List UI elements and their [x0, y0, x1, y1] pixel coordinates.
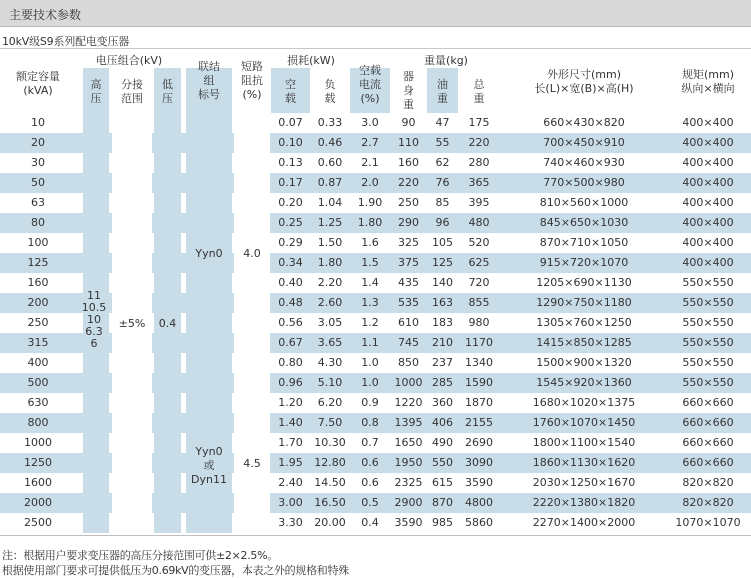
cell-dim: 845×650×1030: [539, 216, 629, 229]
hv-value: 11: [87, 289, 101, 302]
cell-cap: 100: [27, 236, 49, 249]
cell-i0: 1.90: [357, 196, 383, 209]
cell-pk: 1.80: [317, 256, 343, 269]
header-line: 标号: [198, 88, 220, 101]
cell-p0: 3.30: [278, 516, 303, 529]
cell-pk: 0.46: [317, 136, 343, 149]
cell-wt: 1590: [465, 376, 493, 389]
cell-cap: 63: [31, 196, 45, 209]
cell-wb: 535: [398, 296, 419, 309]
cell-wo: 163: [432, 296, 453, 309]
header-loss-group: 损耗(kW): [287, 54, 335, 67]
cell-dim: 810×560×1000: [539, 196, 629, 209]
cell-wb: 3590: [394, 516, 423, 529]
cell-cap: 10: [31, 116, 45, 129]
cell-p0: 1.40: [278, 416, 303, 429]
cell-wb: 1650: [394, 436, 423, 449]
cell-wt: 365: [468, 176, 490, 189]
header-line: 载: [324, 92, 336, 105]
header-line: 压: [162, 92, 173, 105]
cell-wt: 2155: [465, 416, 493, 429]
cell-wt: 855: [468, 296, 490, 309]
header-line: 电流: [359, 78, 381, 91]
cell-i0: 2.0: [361, 176, 379, 189]
cell-gauge: 400×400: [682, 116, 734, 129]
cell-gauge: 820×820: [682, 476, 734, 489]
cell-pk: 7.50: [317, 416, 343, 429]
cell-wb: 610: [398, 316, 419, 329]
hv-value: 6.3: [85, 325, 103, 338]
connection-line: Dyn11: [191, 473, 227, 486]
cell-p0: 0.40: [278, 276, 303, 289]
cell-p0: 0.10: [278, 136, 303, 149]
cell-i0: 2.7: [361, 136, 379, 149]
cell-pk: 1.50: [317, 236, 343, 249]
header-line: 空载: [359, 64, 381, 77]
cell-p0: 0.13: [278, 156, 303, 169]
cell-p0: 1.20: [278, 396, 303, 409]
header-line: 身: [403, 84, 414, 97]
cell-i0: 0.7: [361, 436, 379, 449]
cell-cap: 1250: [24, 456, 52, 469]
impedance-1: 4.0: [243, 247, 261, 260]
cell-wt: 175: [468, 116, 490, 129]
cell-p0: 1.70: [278, 436, 303, 449]
cell-wo: 210: [432, 336, 453, 349]
impedance-2: 4.5: [243, 457, 261, 470]
cell-wt: 3090: [465, 456, 493, 469]
cell-wt: 5860: [465, 516, 493, 529]
connection-group-1: Yyn0: [195, 247, 223, 260]
cell-wt: 395: [468, 196, 490, 209]
cell-wo: 55: [435, 136, 450, 149]
header-line: 负: [324, 78, 336, 91]
cell-pk: 0.33: [317, 116, 343, 129]
cell-gauge: 400×400: [682, 256, 734, 269]
cell-wo: 96: [435, 216, 450, 229]
cell-dim: 660×430×820: [543, 116, 625, 129]
cell-wb: 850: [398, 356, 419, 369]
cell-wt: 4800: [465, 496, 493, 509]
cell-wb: 1395: [394, 416, 423, 429]
cell-gauge: 660×660: [682, 416, 734, 429]
cell-dim: 2030×1250×1670: [532, 476, 636, 489]
cell-cap: 400: [27, 356, 49, 369]
cell-gauge: 400×400: [682, 216, 734, 229]
cell-wt: 480: [468, 216, 490, 229]
cell-cap: 630: [27, 396, 49, 409]
cell-pk: 20.00: [314, 516, 346, 529]
cell-wb: 745: [398, 336, 419, 349]
cell-gauge: 660×660: [682, 396, 734, 409]
table-bottom-rule: [0, 535, 751, 536]
header-line: (kVA): [23, 84, 53, 97]
title-bar: [0, 0, 751, 27]
cell-dim: 770×500×980: [543, 176, 625, 189]
cell-wo: 985: [432, 516, 453, 529]
cell-p0: 3.00: [278, 496, 303, 509]
cell-i0: 1.6: [361, 236, 379, 249]
cell-pk: 3.65: [317, 336, 343, 349]
header-line: 组: [203, 74, 215, 87]
cell-p0: 0.17: [278, 176, 303, 189]
cell-wb: 290: [398, 216, 419, 229]
cell-i0: 0.9: [361, 396, 379, 409]
cell-wt: 1340: [465, 356, 493, 369]
cell-wt: 720: [468, 276, 490, 289]
cell-wt: 3590: [465, 476, 493, 489]
header-line: 总: [473, 78, 485, 91]
cell-p0: 1.95: [278, 456, 303, 469]
cell-wt: 1870: [465, 396, 493, 409]
cell-dim: 2270×1400×2000: [532, 516, 636, 529]
cell-p0: 2.40: [278, 476, 303, 489]
cell-dim: 700×450×910: [543, 136, 625, 149]
cell-wb: 2325: [394, 476, 423, 489]
cell-dim: 1205×690×1130: [536, 276, 632, 289]
cell-gauge: 400×400: [682, 196, 734, 209]
cell-pk: 1.04: [317, 196, 343, 209]
cell-wb: 2900: [394, 496, 423, 509]
header-connection: [186, 60, 232, 102]
cell-wt: 2690: [465, 436, 493, 449]
cell-pk: 12.80: [314, 456, 346, 469]
cell-i0: 0.4: [361, 516, 379, 529]
cell-dim: 1860×1130×1620: [532, 456, 636, 469]
cell-i0: 2.1: [361, 156, 379, 169]
cell-dim: 1415×850×1285: [536, 336, 632, 349]
cell-p0: 0.29: [278, 236, 303, 249]
header-tap: [112, 78, 152, 106]
cell-i0: 0.6: [361, 456, 379, 469]
header-line: 分接: [121, 78, 143, 91]
header-weight-group: 重量(kg): [424, 54, 468, 67]
cell-i0: 1.80: [357, 216, 383, 229]
cell-wb: 220: [398, 176, 419, 189]
cell-wo: 360: [432, 396, 453, 409]
cell-wt: 625: [468, 256, 490, 269]
merged-column-blank: [234, 113, 270, 533]
cell-gauge: 550×550: [682, 356, 734, 369]
cell-gauge: 400×400: [682, 236, 734, 249]
cell-wt: 980: [468, 316, 490, 329]
cell-wb: 1220: [394, 396, 423, 409]
cell-wo: 406: [432, 416, 453, 429]
cell-i0: 1.1: [361, 336, 379, 349]
header-body-weight: [392, 70, 425, 112]
cell-pk: 6.20: [317, 396, 343, 409]
cell-cap: 1600: [24, 476, 52, 489]
hv-value: 6: [90, 337, 98, 350]
cell-dim: 1800×1100×1540: [532, 436, 636, 449]
header-line: 重: [473, 92, 485, 105]
cell-p0: 0.80: [278, 356, 303, 369]
cell-wb: 325: [398, 236, 419, 249]
cell-i0: 0.5: [361, 496, 379, 509]
hv-value: 10.5: [81, 301, 107, 314]
connection-group-2: [186, 445, 232, 487]
cell-cap: 2000: [24, 496, 52, 509]
header-line: 阻抗: [241, 74, 263, 87]
cell-p0: 0.25: [278, 216, 303, 229]
cell-cap: 160: [27, 276, 49, 289]
cell-dim: 1305×760×1250: [536, 316, 632, 329]
cell-wb: 250: [398, 196, 419, 209]
header-line: 器: [403, 70, 414, 83]
cell-gauge: 550×550: [682, 376, 734, 389]
header-line: 压: [90, 92, 102, 105]
cell-cap: 80: [31, 216, 45, 229]
cell-gauge: 660×660: [682, 456, 734, 469]
cell-dim: 1545×920×1360: [536, 376, 632, 389]
header-line: 范围: [121, 92, 143, 105]
header-lv: [154, 78, 181, 106]
header-oil-weight: [427, 78, 458, 106]
cell-pk: 0.60: [317, 156, 343, 169]
cell-gauge: 400×400: [682, 156, 734, 169]
cell-wo: 140: [432, 276, 453, 289]
header-line: 额定容量: [16, 70, 60, 83]
cell-p0: 0.67: [278, 336, 303, 349]
footnote-1: 注：根据用户要求变压器的高压分接范围可供±2×2.5%。: [2, 549, 278, 562]
cell-pk: 14.50: [314, 476, 346, 489]
cell-pk: 4.30: [317, 356, 343, 369]
cell-cap: 50: [31, 176, 45, 189]
cell-wt: 520: [468, 236, 490, 249]
cell-p0: 0.48: [278, 296, 303, 309]
cell-i0: 0.6: [361, 476, 379, 489]
header-line: (%): [242, 88, 262, 101]
header-capacity: [0, 70, 76, 98]
cell-gauge: 550×550: [682, 276, 734, 289]
cell-i0: 1.0: [361, 356, 379, 369]
cell-wb: 435: [398, 276, 419, 289]
cell-gauge: 820×820: [682, 496, 734, 509]
cell-gauge: 550×550: [682, 336, 734, 349]
header-line: 油: [437, 78, 448, 91]
header-line: 低: [162, 78, 173, 91]
header-line: 重: [403, 98, 414, 111]
cell-wo: 550: [432, 456, 453, 469]
header-total-weight: [460, 78, 498, 106]
cell-p0: 0.07: [278, 116, 303, 129]
cell-gauge: 660×660: [682, 436, 734, 449]
cell-pk: 0.87: [317, 176, 343, 189]
header-line: 规矩(mm): [681, 68, 734, 81]
cell-dim: 1680×1020×1375: [532, 396, 636, 409]
header-voltage-group: 电压组合(kV): [95, 54, 163, 67]
header-line: 长(L)×宽(B)×高(H): [534, 82, 634, 95]
cell-p0: 0.20: [278, 196, 303, 209]
cell-i0: 1.4: [361, 276, 379, 289]
header-line: 短路: [241, 60, 263, 73]
cell-wo: 490: [432, 436, 453, 449]
table-subtitle: 10kV级S9系列配电变压器: [2, 35, 130, 48]
cell-wt: 1170: [465, 336, 493, 349]
header-dimensions: [500, 68, 668, 96]
header-line: (%): [360, 92, 380, 105]
connection-line: Yyn0: [195, 445, 223, 458]
cell-p0: 0.34: [278, 256, 303, 269]
header-line: 联结: [198, 60, 220, 73]
header-line: 外形尺寸(mm): [546, 68, 621, 81]
header-line: 空: [285, 78, 296, 91]
header-line: 载: [285, 92, 296, 105]
cell-cap: 2500: [24, 516, 52, 529]
cell-dim: 1290×750×1180: [536, 296, 632, 309]
cell-wo: 870: [432, 496, 453, 509]
cell-wt: 280: [468, 156, 490, 169]
cell-wo: 47: [435, 116, 450, 129]
header-line: 纵向×横向: [681, 82, 735, 95]
cell-pk: 2.60: [317, 296, 343, 309]
cell-dim: 1500×900×1320: [536, 356, 632, 369]
cell-dim: 870×710×1050: [539, 236, 629, 249]
cell-wb: 1950: [394, 456, 423, 469]
cell-dim: 1760×1070×1450: [532, 416, 636, 429]
hv-values: [76, 290, 112, 350]
header-noload-current: [350, 64, 390, 106]
cell-wo: 237: [432, 356, 453, 369]
cell-wb: 160: [398, 156, 419, 169]
cell-gauge: 400×400: [682, 136, 734, 149]
cell-gauge: 550×550: [682, 296, 734, 309]
connection-line: 或: [203, 459, 215, 472]
footnote-2: 根据使用部门要求可提供低压为0.69kV的变压器，本表之外的规格和特殊: [2, 564, 349, 577]
cell-wb: 110: [398, 136, 419, 149]
cell-i0: 3.0: [361, 116, 379, 129]
header-gauge: [668, 68, 748, 96]
header-hv: [83, 78, 109, 106]
header-line: 重: [437, 92, 448, 105]
cell-pk: 5.10: [317, 376, 343, 389]
cell-i0: 1.3: [361, 296, 379, 309]
cell-pk: 1.25: [317, 216, 343, 229]
cell-cap: 30: [31, 156, 45, 169]
cell-p0: 0.96: [278, 376, 303, 389]
cell-cap: 1000: [24, 436, 52, 449]
cell-wb: 90: [401, 116, 416, 129]
cell-pk: 16.50: [314, 496, 346, 509]
cell-wo: 105: [432, 236, 453, 249]
cell-i0: 1.2: [361, 316, 379, 329]
cell-wo: 62: [435, 156, 450, 169]
cell-wo: 125: [432, 256, 453, 269]
cell-gauge: 1070×1070: [675, 516, 741, 529]
cell-gauge: 550×550: [682, 316, 734, 329]
cell-cap: 250: [27, 316, 49, 329]
cell-cap: 800: [27, 416, 49, 429]
cell-wo: 183: [432, 316, 453, 329]
hv-value: 10: [87, 313, 101, 326]
header-noload-loss: [271, 78, 310, 106]
lv-value: 0.4: [158, 317, 177, 330]
cell-wt: 220: [468, 136, 490, 149]
cell-dim: 2220×1380×1820: [532, 496, 636, 509]
cell-wo: 285: [432, 376, 453, 389]
cell-wb: 375: [398, 256, 419, 269]
cell-gauge: 400×400: [682, 176, 734, 189]
cell-cap: 200: [27, 296, 49, 309]
divider: [0, 48, 751, 49]
cell-dim: 915×720×1070: [539, 256, 629, 269]
cell-cap: 500: [27, 376, 49, 389]
cell-wo: 76: [435, 176, 450, 189]
cell-i0: 0.8: [361, 416, 379, 429]
header-line: 高: [90, 78, 102, 91]
header-load-loss: [312, 78, 348, 106]
header-impedance: [234, 60, 270, 102]
cell-cap: 315: [27, 336, 49, 349]
tap-range-value: ±5%: [118, 317, 146, 330]
cell-cap: 20: [31, 136, 45, 149]
cell-wo: 615: [432, 476, 453, 489]
cell-pk: 10.30: [314, 436, 346, 449]
cell-wb: 1000: [394, 376, 423, 389]
cell-i0: 1.5: [361, 256, 379, 269]
cell-dim: 740×460×930: [543, 156, 625, 169]
cell-wo: 85: [435, 196, 450, 209]
cell-i0: 1.0: [361, 376, 379, 389]
page-title: 主要技术参数: [9, 8, 82, 22]
cell-pk: 3.05: [317, 316, 343, 329]
cell-p0: 0.56: [278, 316, 303, 329]
cell-pk: 2.20: [317, 276, 343, 289]
cell-cap: 125: [27, 256, 49, 269]
